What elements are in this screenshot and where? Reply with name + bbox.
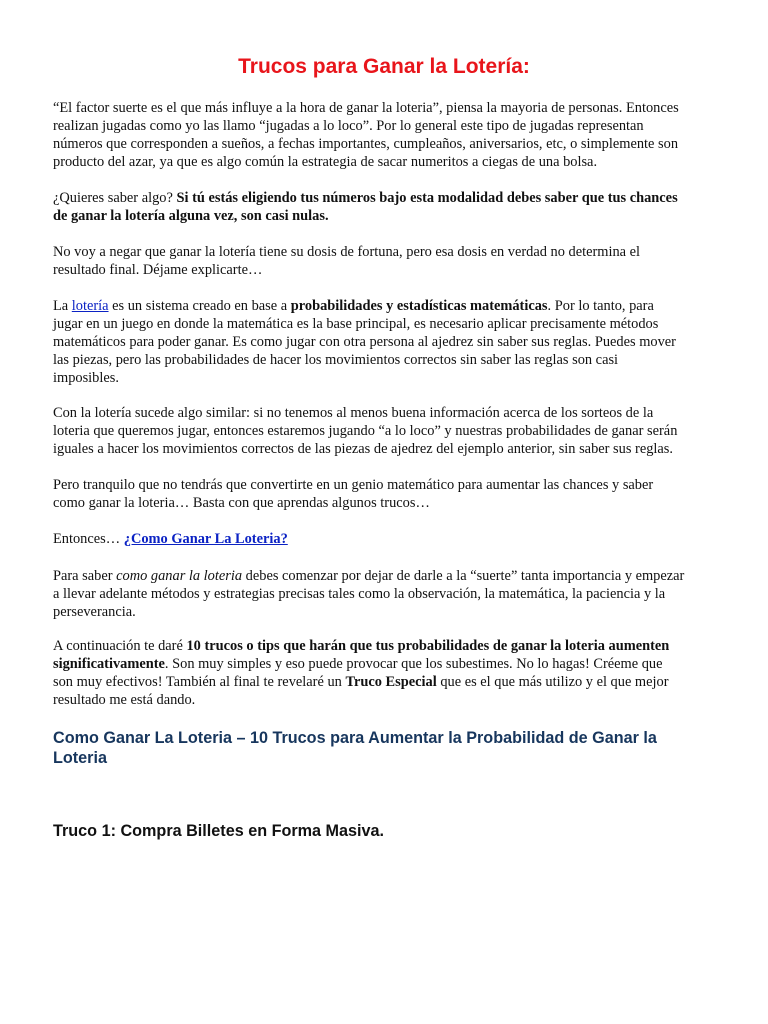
text-run: son muy efectivos! También al final te revelaré un: [53, 674, 346, 690]
text-line: “El factor suerte es el que más influye a la hora de ganar la loteria”, piensa la mayoria de personas. Entonces: [53, 100, 679, 116]
italic-phrase: como ganar la loteria: [116, 568, 243, 584]
text-line: Pero tranquilo que no tendrás que convertirte en un genio matemático para aumentar las chances y saber: [53, 477, 654, 493]
text-run: . Por lo tanto, para: [547, 298, 654, 314]
paragraph-lottery-system: [53, 297, 725, 387]
heading-line: Como Ganar La Loteria – 10 Trucos para Aumentar la Probabilidad de Ganar la: [53, 729, 657, 747]
bold-statement: de ganar la lotería alguna vez, son casi nulas.: [53, 208, 329, 224]
text-line: realizan jugadas como yo las llamo “jugadas a lo loco”. Por lo general este tipo de jugadas representan: [53, 118, 644, 134]
paragraph-tricks-intro: [53, 637, 725, 709]
text-line: resultado me está dando.: [53, 692, 196, 708]
bold-phrase: 10 trucos o tips que harán que tus probabilidades de ganar la loteria aumenten: [186, 638, 670, 654]
text-line: resultado final. Déjame explicarte…: [53, 262, 263, 278]
paragraph-similar: [53, 404, 725, 458]
loteria-link[interactable]: lotería: [71, 298, 109, 314]
bold-phrase: significativamente: [53, 656, 165, 672]
text-run: Para saber: [53, 568, 117, 584]
page-title: Trucos para Ganar la Lotería:: [238, 55, 530, 78]
text-line: Con la lotería sucede algo similar: si no tenemos al menos buena información acerca de los sorteos de la: [53, 405, 654, 421]
text-run: debes comenzar por dejar de darle a la “suerte” tanta importancia y empezar: [242, 568, 685, 584]
text-line: producto del azar, ya que es algo común la estrategia de sacar numeritos a ciegas de una bolsa.: [53, 154, 598, 170]
bold-phrase: probabilidades y estadísticas matemáticas: [290, 298, 548, 314]
text-run: es un sistema creado en base a: [108, 298, 291, 314]
text-line: jugar en un juego en donde la matemática es la base principal, es necesario aplicar precisamente métodos: [53, 316, 659, 332]
text-line: matemáticos para poder ganar. Es como jugar con otra persona al ajedrez sin saber sus reglas. Puedes mover: [53, 334, 676, 350]
heading-line: Loteria: [53, 749, 107, 767]
text-run: que es el que más utilizo y el que mejor: [436, 674, 669, 690]
paragraph-question: [53, 189, 725, 225]
text-run: A continuación te daré: [53, 638, 187, 654]
question-lead: ¿Quieres saber algo?: [53, 190, 177, 206]
text-line: loteria que queremos jugar, entonces estaremos jugando “a lo loco” y nuestras probabilidades de ganar serán: [53, 423, 678, 439]
text-line: iguales a hacer los movimientos correctos de las piezas de ajedrez del ejemplo anterior, sin saber sus reglas.: [53, 441, 673, 457]
text-line: las piezas, pero las probabilidades de hacer los movimientos correctos sin saber las reglas son casi: [53, 352, 619, 368]
text-run: . Son muy simples y eso puede provocar que los subestimes. No lo hagas! Créeme que: [164, 656, 663, 672]
bold-statement: Si tú estás eligiendo tus números bajo esta modalidad debes saber que tus chances: [176, 190, 678, 206]
text-line: perseverancia.: [53, 604, 136, 620]
text-run: Entonces…: [53, 531, 124, 547]
text-line: números que corresponden a sueños, a fechas importantes, cumpleaños, aniversarios, etc, o simplemente son: [53, 136, 679, 152]
text-run: La: [53, 298, 72, 314]
text-line: No voy a negar que ganar la lotería tiene su dosis de fortuna, pero esa dosis en verdad no determina el: [53, 244, 641, 260]
paragraph-intro: [53, 99, 725, 171]
paragraph-fortune: [53, 243, 725, 279]
subsection-heading: Truco 1: Compra Billetes en Forma Masiva.: [53, 822, 385, 840]
text-line: imposibles.: [53, 370, 119, 386]
bold-phrase: Truco Especial: [345, 674, 437, 690]
section-heading: [53, 728, 733, 768]
text-line: como ganar la loteria… Basta con que aprendas algunos trucos…: [53, 495, 430, 511]
text-line: a llevar adelante métodos y estrategias precisas tales como la observación, la matemática, la paciencia y la: [53, 586, 666, 602]
paragraph-then: [53, 530, 725, 548]
paragraph-to-know: [53, 567, 725, 621]
como-ganar-link[interactable]: ¿Como Ganar La Loteria?: [123, 531, 288, 547]
paragraph-calm: [53, 476, 725, 512]
